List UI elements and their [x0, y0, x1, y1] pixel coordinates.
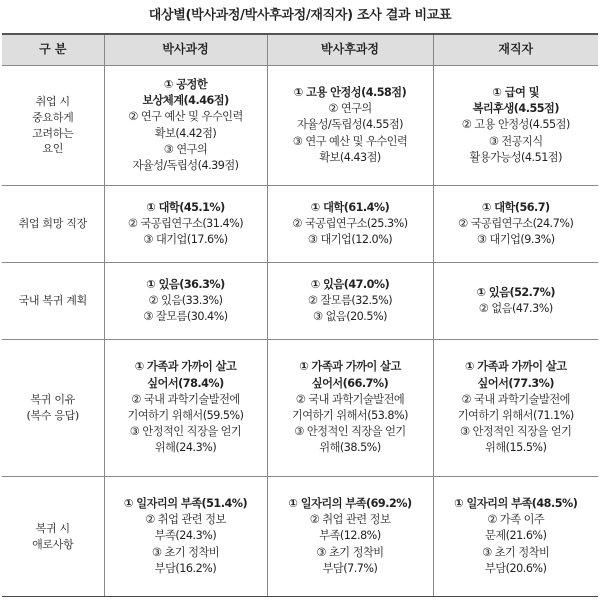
cell-employed	[433, 340, 598, 477]
answer-text: ② 국공립연구소(24.7%)	[458, 216, 574, 230]
answer-text: ③ 안정적인 직장을 얻기	[294, 425, 406, 439]
row-label-line: (복수 응답)	[26, 409, 79, 422]
table-row	[2, 340, 598, 477]
cell-postdoc	[267, 263, 433, 340]
answer-text: ② 연구 예산 및 우수인력	[128, 110, 243, 124]
top-answer-text: ① 대학(45.1%)	[146, 200, 225, 214]
top-answer-text: ① 있음(36.3%)	[146, 277, 225, 291]
top-answer-text: 싶어서(66.7%)	[311, 376, 389, 390]
top-answer-text: ① 급여 및	[492, 85, 540, 99]
top-answer-text: ① 대학(56.7)	[481, 200, 550, 214]
answer-text: ② 고용 안정성(4.55점)	[461, 118, 570, 132]
table-row	[2, 263, 598, 340]
answer-text: 부담(20.6%)	[485, 561, 547, 575]
cell-postdoc	[267, 477, 433, 597]
row-label	[2, 477, 104, 597]
row-label-line: 취업 희망 직장	[18, 217, 87, 231]
top-answer-text: 복리후생(4.55점)	[472, 102, 559, 116]
answer-text: ② 있음(33.3%)	[148, 293, 223, 307]
answer-text: ② 국내 과학기술발전에	[461, 392, 570, 406]
table-row	[2, 186, 598, 263]
row-label-line: 고려하는	[32, 126, 74, 140]
answer-text: ② 국공립연구소(31.4%)	[127, 216, 244, 230]
answer-text: ③ 초기 정착비	[151, 545, 220, 559]
top-answer-text: ① 일자리의 부족(69.2%)	[288, 496, 412, 510]
answer-text: ③ 연구 예산 및 우수인력	[292, 134, 408, 148]
answer-text: 부족(24.3%)	[154, 529, 217, 543]
row-label-line: 취업 시	[35, 94, 70, 108]
answer-text: 부담(7.7%)	[322, 561, 378, 575]
answer-text: ② 잘모름(32.5%)	[307, 293, 393, 307]
answer-text: ③ 초기 정착비	[316, 545, 384, 559]
answer-text: 기여하기 위해서(59.5%)	[127, 409, 244, 422]
answer-text: ② 국공립연구소(25.3%)	[292, 216, 408, 230]
answer-text: 문제(21.6%)	[485, 529, 547, 543]
row-label	[2, 66, 104, 186]
cell-doctoral-course	[104, 477, 267, 597]
header-postdoc: 박사후과정	[267, 34, 433, 66]
answer-text: ③ 전공지식	[488, 134, 543, 148]
cell-postdoc	[267, 340, 433, 477]
answer-text: ② 취업 관련 정보	[309, 513, 391, 527]
top-answer-text: ① 있음(52.7%)	[476, 285, 556, 299]
header-category: 구 분	[2, 34, 104, 66]
answer-text: ② 연구의	[328, 102, 372, 116]
answer-text: ② 국내 과학기술발전에	[131, 392, 240, 406]
top-answer-text: ① 가족과 가까이 살고	[134, 360, 237, 374]
answer-text: 부담(16.2%)	[154, 561, 217, 575]
answer-text: ③ 대기업(12.0%)	[307, 233, 393, 247]
answer-text: ③ 초기 정착비	[482, 545, 550, 559]
top-answer-text: ① 일자리의 부족(48.5%)	[454, 496, 578, 510]
top-answer-text: ① 가족과 가까이 살고	[464, 360, 567, 374]
row-label	[2, 263, 104, 340]
answer-text: ③ 안정적인 직장을 얻기	[129, 425, 242, 439]
answer-text: 활용가능성(4.51점)	[469, 150, 562, 164]
header-row	[2, 34, 598, 66]
table-body	[2, 66, 598, 597]
answer-text: 위해(15.5%)	[485, 441, 547, 455]
row-label	[2, 186, 104, 263]
cell-employed	[433, 186, 598, 263]
answer-text: 위해(24.3%)	[154, 441, 217, 455]
top-answer-text: 보상체계(4.46점)	[142, 94, 229, 108]
answer-text: 확보(4.43점)	[319, 150, 381, 164]
top-answer-text: ① 대학(61.4%)	[310, 200, 390, 214]
row-label-line: 중요하게	[32, 110, 74, 124]
table-row	[2, 477, 598, 597]
row-label	[2, 340, 104, 477]
answer-text: 확보(4.42점)	[154, 126, 217, 140]
table-title: 대상별(박사과정/박사후과정/재직자) 조사 결과 비교표	[148, 8, 452, 23]
row-label-line: 복귀 시	[35, 521, 70, 535]
row-label-line: 국내 복귀 계획	[18, 294, 87, 308]
answer-text: ② 가족 이주	[487, 513, 545, 527]
top-answer-text: 싶어서(77.3%)	[477, 376, 554, 390]
top-answer-text: ① 공정한	[163, 77, 208, 91]
answer-text: 부족(12.8%)	[319, 529, 381, 543]
answer-text: ③ 연구의	[163, 142, 208, 156]
cell-doctoral-course	[104, 66, 267, 186]
cell-employed	[433, 66, 598, 186]
answer-text: ③ 대기업(17.6%)	[143, 233, 228, 247]
top-answer-text: ① 일자리의 부족(51.4%)	[123, 496, 248, 510]
answer-text: ② 없음(47.3%)	[478, 302, 553, 315]
top-answer-text: ① 가족과 가까이 살고	[299, 360, 401, 374]
table-row	[2, 66, 598, 186]
header-employed: 재직자	[433, 34, 598, 66]
row-label-line: 복귀 이유	[30, 393, 75, 407]
answer-text: 자율성/독립성(4.55점)	[296, 118, 404, 132]
answer-text: ③ 잘모름(30.4%)	[143, 310, 228, 324]
row-label-line: 요인	[42, 142, 64, 156]
cell-doctoral-course	[104, 263, 267, 340]
cell-doctoral-course	[104, 186, 267, 263]
cell-doctoral-course	[104, 340, 267, 477]
top-answer-text: ① 있음(47.0%)	[310, 277, 390, 291]
answer-text: 위해(38.5%)	[319, 441, 381, 455]
header-doctoral-course: 박사과정	[104, 34, 267, 66]
answer-text: 기여하기 위해서(53.8%)	[292, 409, 408, 422]
row-label-line: 애로사항	[32, 537, 74, 551]
answer-text: 자율성/독립성(4.39점)	[132, 158, 239, 172]
answer-text: 기여하기 위해서(71.1%)	[457, 409, 574, 422]
cell-employed	[433, 477, 598, 597]
answer-text: ③ 없음(20.5%)	[313, 310, 387, 324]
top-answer-text: ① 고용 안정성(4.58점)	[293, 85, 407, 99]
cell-employed	[433, 263, 598, 340]
cell-postdoc	[267, 66, 433, 186]
cell-postdoc	[267, 186, 433, 263]
answer-text: ③ 안정적인 직장을 얻기	[460, 425, 572, 439]
answer-text: ③ 대기업(9.3%)	[476, 233, 555, 247]
answer-text: ② 취업 관련 정보	[145, 513, 226, 527]
top-answer-text: 싶어서(78.4%)	[147, 376, 224, 390]
answer-text: ② 국내 과학기술발전에	[295, 392, 405, 406]
comparison-table	[2, 33, 598, 597]
